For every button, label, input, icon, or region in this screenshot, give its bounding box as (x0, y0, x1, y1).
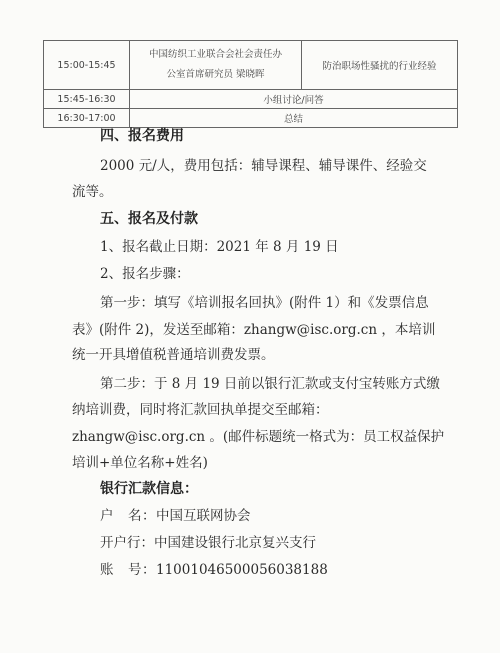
activity-cell: 总结 (130, 109, 458, 128)
schedule-table (43, 40, 458, 128)
steps-label: 2、报名步骤： (100, 266, 190, 282)
activity-cell: 小组讨论/问答 (130, 90, 458, 109)
account-number-row (100, 561, 328, 579)
topic-cell: 防治职场性骚扰的行业经验 (302, 41, 458, 90)
account-name-row (100, 507, 251, 525)
step2-text: 培训+单位名称+姓名) (72, 455, 208, 471)
step1-text: 第一步：填写《培训报名回执》(附件 1）和《发票信息 (100, 295, 429, 311)
account-name-value: 中国互联网协会 (156, 508, 251, 524)
bank-branch-row (100, 534, 316, 552)
step2-text: 纳培训费，同时将汇款回执单提交至邮箱： (72, 402, 329, 418)
table-row (44, 109, 458, 128)
account-number-value: 11001046500056038188 (156, 562, 328, 578)
step2-text: 第二步：于 8 月 19 日前以银行汇款或支付宝转账方式缴 (100, 376, 440, 392)
time-cell: 15:45-16:30 (44, 90, 130, 109)
time-cell: 16:30-17:00 (44, 109, 130, 128)
speaker-line: 公室首席研究员 梁晓晖 (166, 69, 265, 80)
time-cell: 15:00-15:45 (44, 41, 130, 90)
step1-text: 表》(附件 2)，发送至邮箱：zhangw@isc.org.cn ，本培训 (72, 322, 436, 338)
step2-text: zhangw@isc.org.cn 。(邮件标题统一格式为：员工权益保护 (72, 429, 445, 445)
table-row (44, 41, 458, 90)
speaker-line: 中国纺织工业联合会社会责任办 (148, 49, 282, 60)
section-heading-registration: 五、报名及付款 (100, 211, 198, 227)
step1-text: 统一开具增值税普通培训费发票。 (72, 347, 275, 363)
fee-text: 2000 元/人，费用包括：辅导课程、辅导课件、经验交 (100, 158, 427, 174)
bank-branch-value: 中国建设银行北京复兴支行 (154, 535, 316, 551)
account-name-label: 户 名： (100, 508, 156, 524)
deadline-text: 1、报名截止日期：2021 年 8 月 19 日 (100, 239, 339, 255)
bank-info-heading: 银行汇款信息： (100, 481, 198, 497)
section-heading-fees: 四、报名费用 (100, 128, 184, 144)
bank-branch-label: 开户行： (100, 535, 154, 551)
table-row (44, 90, 458, 109)
fee-text: 流等。 (72, 184, 113, 200)
speaker-cell (130, 41, 302, 90)
account-number-label: 账 号： (100, 562, 156, 578)
